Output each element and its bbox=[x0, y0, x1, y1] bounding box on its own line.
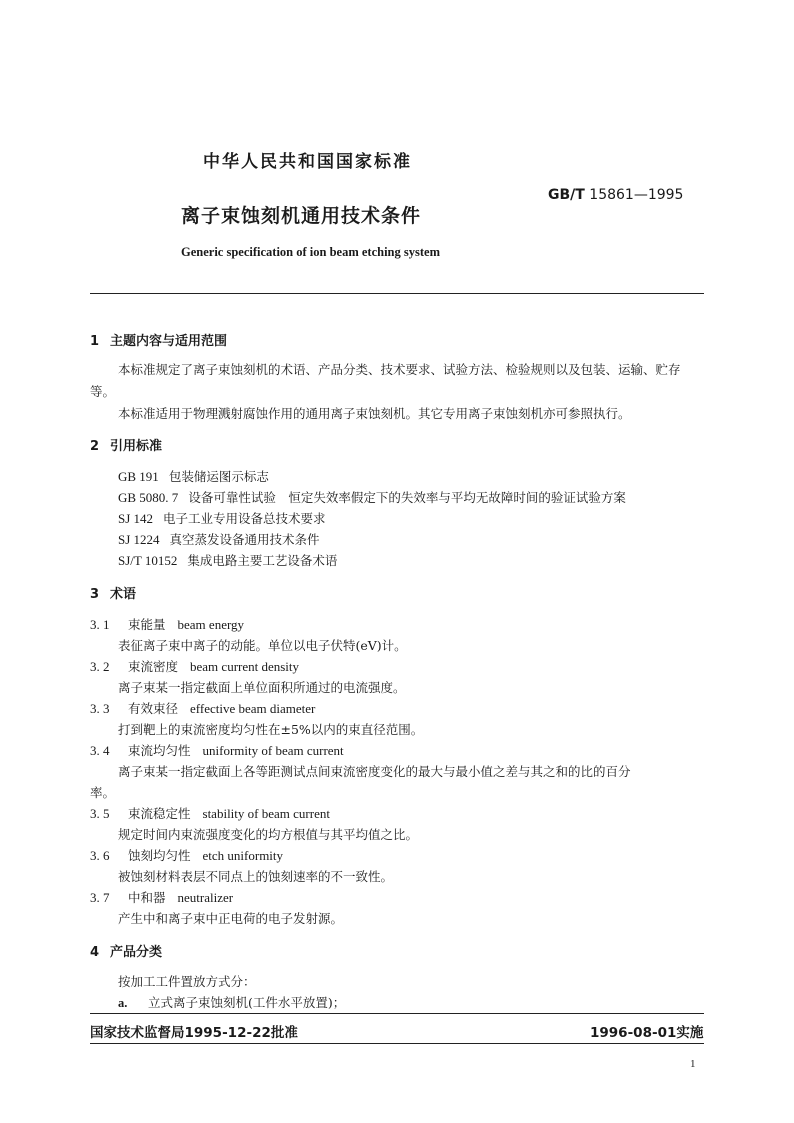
reference-item bbox=[118, 467, 269, 485]
term-entry bbox=[90, 804, 330, 822]
term-en: stability of beam current bbox=[202, 806, 330, 821]
term-definition: 打到靶上的束流密度均匀性在±5%以内的束直径范围。 bbox=[118, 722, 424, 737]
term-cn: 蚀刻均匀性 bbox=[128, 848, 191, 863]
reference-code: SJ 1224 bbox=[118, 532, 160, 547]
section-1-number: 1 bbox=[90, 334, 100, 349]
term-definition-cont: 率。 bbox=[90, 785, 116, 800]
issuing-body: 中华人民共和国国家标准 bbox=[203, 152, 412, 172]
footer-divider-bottom bbox=[90, 1043, 704, 1044]
section-1-para-1-cont: 等。 bbox=[90, 384, 116, 399]
term-definition: 离子束某一指定截面上各等距测试点间束流密度变化的最大与最小值之差与其之和的比的百分 bbox=[118, 764, 631, 779]
section-3-number: 3 bbox=[90, 587, 100, 602]
header-divider bbox=[90, 293, 704, 294]
term-cn: 有效束径 bbox=[128, 701, 179, 716]
term-entry bbox=[90, 657, 299, 675]
term-definition: 规定时间内束流强度变化的均方根值与其平均值之比。 bbox=[118, 827, 419, 842]
section-2-heading bbox=[90, 435, 162, 454]
section-1-heading bbox=[90, 330, 227, 349]
term-cn: 束流稳定性 bbox=[128, 806, 191, 821]
term-en: neutralizer bbox=[177, 890, 234, 905]
term-number: 3. 4 bbox=[90, 743, 110, 758]
term-en: etch uniformity bbox=[202, 848, 284, 863]
term-cn: 束流均匀性 bbox=[128, 743, 191, 758]
section-3-heading bbox=[90, 583, 136, 602]
term-entry bbox=[90, 888, 233, 906]
term-number: 3. 6 bbox=[90, 848, 110, 863]
term-en: uniformity of beam current bbox=[202, 743, 344, 758]
term-definition: 被蚀刻材料表层不同点上的蚀刻速率的不一致性。 bbox=[118, 869, 394, 884]
section-1-para-2: 本标准适用于物理溅射腐蚀作用的通用离子束蚀刻机。其它专用离子束蚀刻机亦可参照执行。 bbox=[118, 406, 631, 421]
reference-code: GB 5080. 7 bbox=[118, 490, 179, 505]
term-number: 3. 2 bbox=[90, 659, 110, 674]
item-text: 立式离子束蚀刻机(工件水平放置)； bbox=[148, 995, 346, 1010]
term-entry bbox=[90, 846, 283, 864]
document-title: 离子束蚀刻机通用技术条件 bbox=[181, 205, 422, 227]
document-title-english: Generic specification of ion beam etching system bbox=[181, 245, 440, 259]
standard-prefix: GB/T bbox=[548, 187, 585, 203]
term-entry bbox=[90, 615, 244, 633]
term-cn: 中和器 bbox=[128, 890, 166, 905]
standard-number bbox=[548, 187, 683, 203]
reference-code: SJ/T 10152 bbox=[118, 553, 178, 568]
term-cn: 束能量 bbox=[128, 617, 166, 632]
term-number: 3. 7 bbox=[90, 890, 110, 905]
reference-name: 集成电路主要工艺设备术语 bbox=[187, 553, 338, 568]
reference-name: 电子工业专用设备总技术要求 bbox=[163, 511, 326, 526]
implementation-date: 1996-08-01实施 bbox=[590, 1025, 704, 1041]
item-label: a. bbox=[118, 996, 128, 1010]
term-entry bbox=[90, 699, 315, 717]
reference-name: 真空蒸发设备通用技术条件 bbox=[169, 532, 320, 547]
reference-item bbox=[118, 509, 326, 527]
term-cn: 束流密度 bbox=[128, 659, 179, 674]
term-definition: 表征离子束中离子的动能。单位以电子伏特(eV)计。 bbox=[118, 638, 407, 653]
section-2-title: 引用标准 bbox=[110, 439, 163, 454]
reference-name: 包装储运图示标志 bbox=[168, 469, 269, 484]
reference-item bbox=[118, 530, 320, 548]
reference-code: GB 191 bbox=[118, 469, 159, 484]
standard-code: 15861—1995 bbox=[589, 187, 684, 203]
reference-code: SJ 142 bbox=[118, 511, 154, 526]
footer-divider-top bbox=[90, 1013, 704, 1014]
term-entry bbox=[90, 741, 344, 759]
section-1-para-1: 本标准规定了离子束蚀刻机的术语、产品分类、技术要求、试验方法、检验规则以及包装、运输、贮存 bbox=[118, 362, 681, 377]
term-en: beam current density bbox=[190, 659, 300, 674]
section-4-title: 产品分类 bbox=[110, 945, 163, 960]
section-4-heading bbox=[90, 941, 162, 960]
reference-item bbox=[118, 488, 626, 506]
term-number: 3. 3 bbox=[90, 701, 110, 716]
section-4-para-1: 按加工工件置放方式分： bbox=[118, 974, 256, 989]
section-4-item-a bbox=[118, 993, 345, 1011]
term-en: effective beam diameter bbox=[190, 701, 316, 716]
section-1-title: 主题内容与适用范围 bbox=[110, 334, 228, 349]
term-number: 3. 5 bbox=[90, 806, 110, 821]
section-3-title: 术语 bbox=[110, 587, 137, 602]
term-definition: 产生中和离子束中正电荷的电子发射源。 bbox=[118, 911, 344, 926]
term-en: beam energy bbox=[177, 617, 245, 632]
reference-item bbox=[118, 551, 337, 569]
reference-name: 设备可靠性试验 恒定失效率假定下的失效率与平均无故障时间的验证试验方案 bbox=[188, 490, 626, 505]
section-4-number: 4 bbox=[90, 945, 100, 960]
page-number: 1 bbox=[690, 1058, 696, 1070]
term-definition: 离子束某一指定截面上单位面积所通过的电流强度。 bbox=[118, 680, 406, 695]
approval-info: 国家技术监督局1995-12-22批准 bbox=[90, 1025, 298, 1041]
section-2-number: 2 bbox=[90, 439, 100, 454]
term-number: 3. 1 bbox=[90, 617, 110, 632]
